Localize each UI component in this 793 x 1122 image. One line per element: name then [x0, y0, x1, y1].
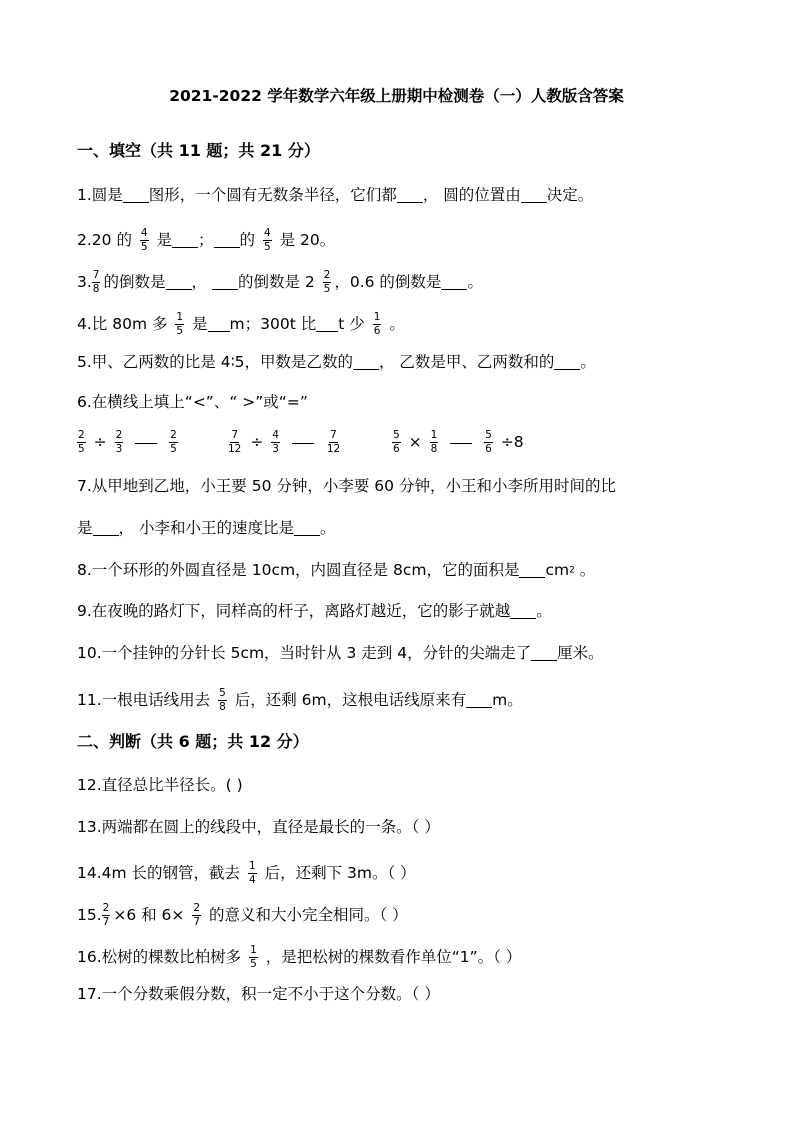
fraction: $\frac{7}{8}$: [92, 269, 100, 296]
fraction: $\frac{2}{5}$: [78, 429, 85, 456]
answer-blank[interactable]: [531, 646, 557, 661]
fraction: $\frac{1}{6}$: [373, 311, 381, 338]
answer-blank[interactable]: [123, 188, 149, 203]
answer-blank[interactable]: [208, 317, 230, 332]
fraction: $\frac{7}{12}$: [326, 429, 341, 456]
answer-blank[interactable]: [521, 188, 547, 203]
answer-blank[interactable]: [554, 355, 580, 370]
answer-blank[interactable]: [519, 563, 545, 578]
question-7-continued: 是 ， 小李和小王的速度比是 。: [77, 519, 336, 537]
question-14: 14.4m 长的钢管，截去 $\frac{1}{4}$ 后，还剩下 3m。（ ）: [77, 860, 416, 887]
answer-blank[interactable]: [93, 521, 119, 536]
comparison-blank[interactable]: [292, 442, 314, 444]
comparison-3: $\frac{5}{6}$ × $\frac{1}{8}$ $\frac{5}{6}$ ÷8: [393, 429, 524, 456]
answer-blank[interactable]: [316, 317, 338, 332]
question-16: 16.松树的棵数比柏树多 $\frac{1}{5}$ ，是把松树的棵数看作单位“1”。（ ）: [77, 944, 522, 971]
fraction: $\frac{5}{6}$: [485, 429, 492, 456]
answer-blank[interactable]: [214, 233, 240, 248]
question-3: 3. $\frac{7}{8}$ 的倒数是 ， 的倒数是 2 $\frac{2}{5}$ ，0.6 的倒数是 。: [77, 269, 483, 296]
fraction: $\frac{5}{8}$: [219, 687, 226, 714]
answer-blank[interactable]: [172, 233, 198, 248]
answer-blank[interactable]: [353, 355, 379, 370]
fraction: $\frac{7}{12}$: [228, 429, 242, 456]
fraction: $\frac{2}{5}$: [323, 269, 331, 296]
answer-blank[interactable]: [397, 188, 423, 203]
fraction: $\frac{2}{5}$: [170, 429, 177, 456]
fraction: $\frac{2}{7}$: [193, 902, 201, 929]
question-4: 4.比 80m 多 $\frac{1}{5}$ 是 m；300t 比 t 少 $\frac{1}{6}$ 。: [77, 311, 405, 338]
question-1: 1.圆是 图形，一个圆有无数条半径，它们都 ， 圆的位置由 决定。: [77, 186, 594, 204]
question-13: 13.两端都在圆上的线段中，直径是最长的一条。（ ）: [77, 818, 440, 836]
question-11: 11.一根电话线用去 $\frac{5}{8}$ 后，还剩 6m，这根电话线原来有 m。: [77, 687, 523, 714]
answer-blank[interactable]: [441, 275, 467, 290]
question-12: 12.直径总比半径长。( ): [77, 776, 243, 794]
fraction: $\frac{1}{5}$: [250, 944, 257, 971]
fraction: $\frac{4}{3}$: [272, 429, 279, 456]
question-17: 17.一个分数乘假分数，积一定不小于这个分数。（ ）: [77, 985, 440, 1003]
answer-blank[interactable]: [510, 604, 536, 619]
comparison-1: $\frac{2}{5}$ ÷ $\frac{2}{3}$ $\frac{2}{5}$: [78, 429, 177, 456]
fraction: $\frac{2}{3}$: [115, 429, 123, 456]
fraction: $\frac{5}{6}$: [393, 429, 400, 456]
answer-blank[interactable]: [166, 275, 192, 290]
comparison-blank[interactable]: [450, 442, 472, 444]
answer-blank[interactable]: [294, 521, 320, 536]
fraction: $\frac{4}{5}$: [140, 227, 148, 254]
question-10: 10.一个挂钟的分针长 5cm，当时针从 3 走到 4，分针的尖端走了 厘米。: [77, 644, 604, 662]
fraction: $\frac{1}{8}$: [430, 429, 438, 456]
question-8: 8.一个环形的外圆直径是 10cm，内圆直径是 8cm，它的面积是 cm2 。: [77, 561, 596, 579]
fraction: $\frac{1}{5}$: [176, 311, 184, 338]
page-title: 2021-2022 学年数学六年级上册期中检测卷（一）人教版含答案: [169, 87, 624, 105]
answer-blank[interactable]: [466, 693, 492, 708]
question-7: 7.从甲地到乙地，小王要 50 分钟，小李要 60 分钟，小王和小李所用时间的比: [77, 477, 616, 495]
question-15: 15. $\frac{2}{7}$ ×6 和 6× $\frac{2}{7}$ 的意义和大小完全相同。（ ）: [77, 902, 408, 929]
question-5: 5.甲、乙两数的比是 4∶5，甲数是乙数的 ， 乙数是甲、乙两数和的 。: [77, 353, 596, 371]
comparison-blank[interactable]: [135, 442, 157, 444]
question-6: 6.在横线上填上“<”、“ >”或“=”: [77, 393, 308, 411]
section-heading-fill-blank: 一、填空（共 11 题；共 21 分）: [77, 141, 320, 160]
fraction: $\frac{1}{4}$: [248, 860, 256, 887]
section-heading-true-false: 二、判断（共 6 题；共 12 分）: [77, 732, 309, 751]
fraction: $\frac{4}{5}$: [264, 227, 271, 254]
question-2: 2.20 的 $\frac{4}{5}$ 是 ； 的 $\frac{4}{5}$ 是 20。: [77, 227, 336, 254]
fraction: $\frac{2}{7}$: [102, 902, 110, 929]
answer-blank[interactable]: [212, 275, 238, 290]
comparison-2: $\frac{7}{12}$ ÷ $\frac{4}{3}$ $\frac{7}{12}$: [228, 429, 341, 456]
question-9: 9.在夜晚的路灯下，同样高的杆子，离路灯越近，它的影子就越 。: [77, 602, 552, 620]
